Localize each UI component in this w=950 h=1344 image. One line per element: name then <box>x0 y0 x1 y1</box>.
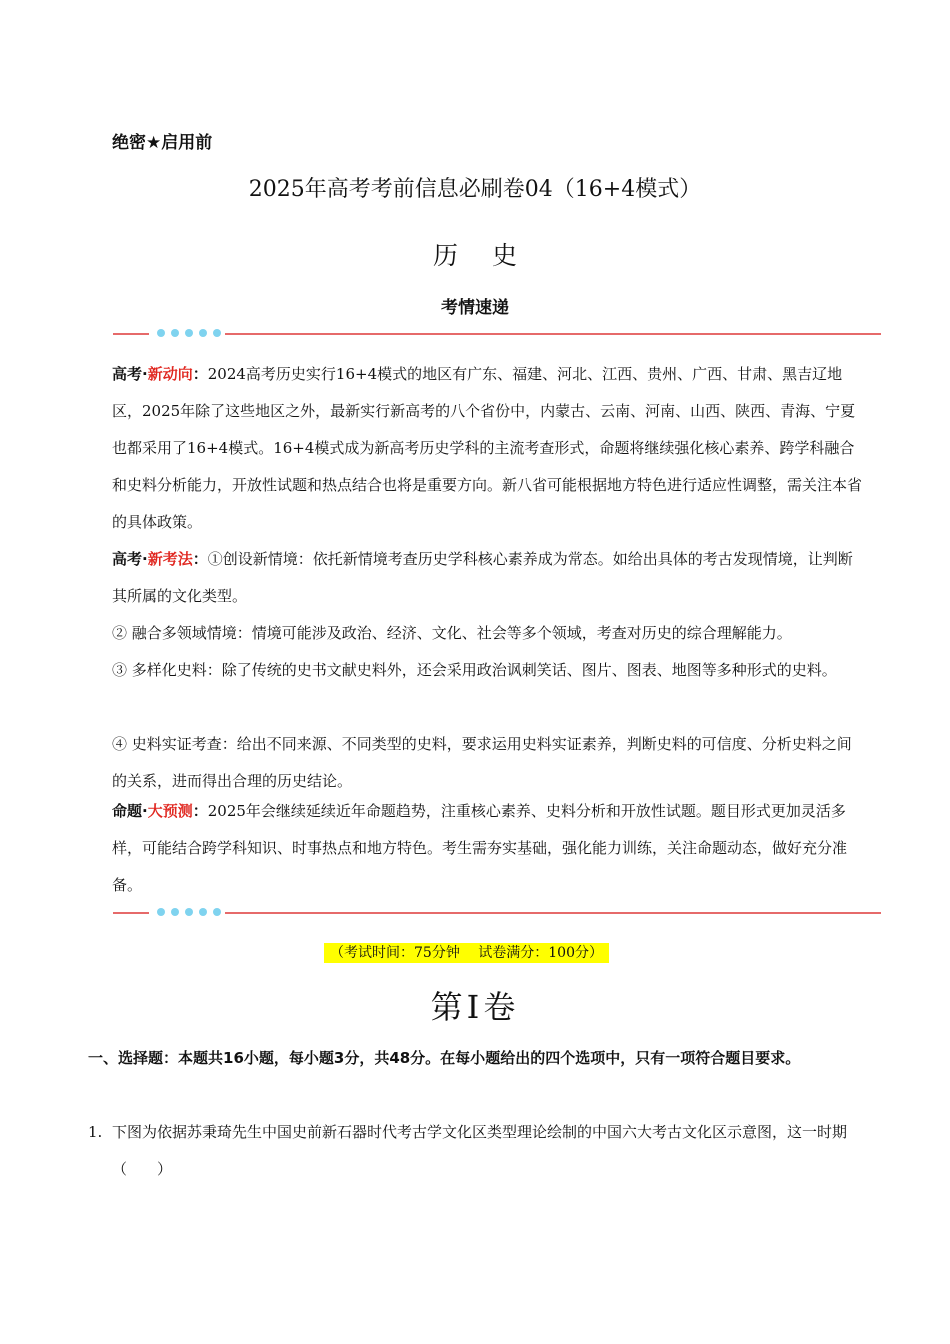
question-number: 1. <box>88 1123 103 1141</box>
section-heading: 考情速递 <box>441 298 509 318</box>
new-trend-label: 高考·新动向： <box>112 365 208 383</box>
info-paragraph-new-trend <box>112 356 864 541</box>
info-point-2: ② 融合多领域情境：情境可能涉及政治、经济、文化、社会等多个领域，考查对历史的综合理解能力。 <box>112 624 792 642</box>
volume-title: 第Ⅰ卷 <box>430 988 520 1026</box>
new-trend-text: 2024高考历史实行16+4模式的地区有广东、福建、河北、江西、贵州、广西、甘肃、黑吉辽地区，2025年除了这些地区之外，最新实行新高考的八个省份中，内蒙古、云南、河南、山西、陕西、青海、宁夏也都采用了16+4模式。16+4模式成为新高考历史学科的主流考查形式，命题将继续强化核心素养、跨学科融合和史料分析能力，开放性试题和热点结合也将是重要方向。新八省可能根据地方特色进行适应性调整，需关注本省的具体政策。 <box>112 365 863 531</box>
confidential-label: 绝密★启用前 <box>112 133 213 153</box>
section-instructions: 一、选择题：本题共16小题，每小题3分，共48分。在每小题给出的四个选项中，只有一项符合题目要求。 <box>88 1049 801 1067</box>
info-point-3: ③ 多样化史料：除了传统的史书文献史料外，还会采用政治讽刺笑话、图片、图表、地图等多种形式的史料。 <box>112 661 837 679</box>
document-title: 2025年高考考前信息必刷卷04（16+4模式） <box>248 177 702 202</box>
top-divider <box>113 327 881 341</box>
new-method-label: 高考·新考法： <box>112 550 208 568</box>
question-text: 下图为依据苏秉琦先生中国史前新石器时代考古学文化区类型理论绘制的中国六大考古文化区示意图，这一时期（ ） <box>112 1123 848 1178</box>
info-point-4: ④ 史料实证考查：给出不同来源、不同类型的史料，要求运用史料实证素养，判断史料的可信度、分析史料之间的关系，进而得出合理的历史结论。 <box>112 735 852 790</box>
info-paragraph-new-method <box>112 541 864 615</box>
exam-info-banner: （考试时间：75分钟 试卷满分：100分） <box>324 943 609 963</box>
new-method-text: ①创设新情境：依托新情境考查历史学科核心素养成为常态。如给出具体的考古发现情境，让判断其所属的文化类型。 <box>112 550 853 605</box>
forecast-label: 命题·大预测： <box>112 802 208 820</box>
forecast-text: 2025年会继续延续近年命题趋势，注重核心素养、史料分析和开放性试题。题目形式更加灵活多样，可能结合跨学科知识、时事热点和地方特色。考生需夯实基础，强化能力训练，关注命题动态，做好充分准备。 <box>112 802 848 894</box>
subject-title: 历史 <box>432 241 551 270</box>
bottom-divider <box>113 906 881 920</box>
info-paragraph-forecast <box>112 793 864 904</box>
